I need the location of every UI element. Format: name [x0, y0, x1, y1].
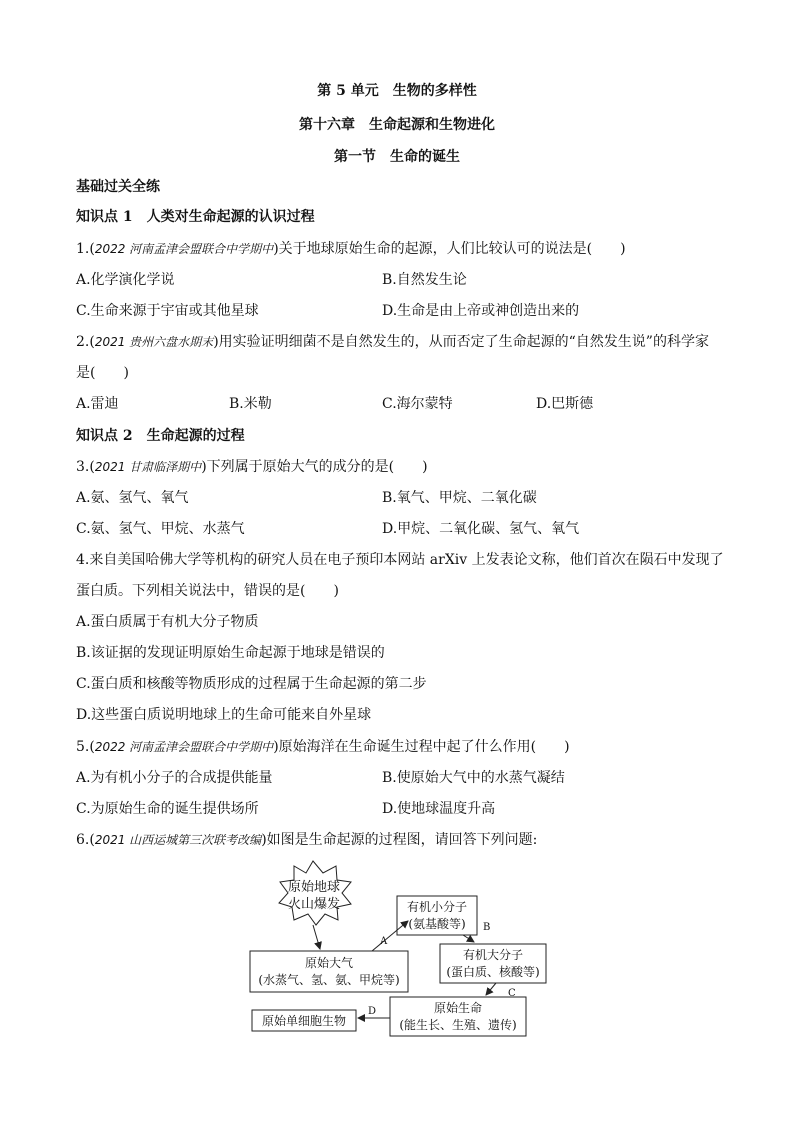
- primitive-life-line2: (能生长、生殖、遗传): [399, 1018, 517, 1032]
- knowledge-point-1: 知识点 1 人类对生命起源的认识过程: [76, 209, 315, 225]
- primitive-life-line1: 原始生命: [433, 1001, 483, 1015]
- arrow-burst-to-atmosphere: [313, 925, 320, 949]
- question-4-continued: 蛋白质。下列相关说法中，错误的是( ): [76, 583, 339, 599]
- q3-option-a[interactable]: A.氨、氢气、氧气: [76, 490, 189, 506]
- large-molecule-line2: (蛋白质、核酸等): [446, 965, 540, 979]
- q1-option-d[interactable]: D.生命是由上帝或神创造出来的: [382, 303, 580, 319]
- q5-option-a[interactable]: A.为有机小分子的合成提供能量: [76, 770, 273, 786]
- q3-option-b[interactable]: B.氧气、甲烷、二氧化碳: [382, 490, 537, 506]
- large-molecule-line1: 有机大分子: [462, 948, 524, 962]
- q3-option-c[interactable]: C.氨、氢气、甲烷、水蒸气: [76, 521, 245, 537]
- arrow-a: [372, 921, 408, 951]
- q1-option-c[interactable]: C.生命来源于宇宙或其他星球: [76, 303, 259, 319]
- question-source: 2021 山西运城第三次联考改编: [94, 833, 262, 847]
- q5-option-c[interactable]: C.为原始生命的诞生提供场所: [76, 801, 259, 817]
- q2-option-c[interactable]: C.海尔蒙特: [382, 396, 453, 412]
- q1-option-a[interactable]: A.化学演化学说: [76, 272, 175, 288]
- q4-option-b[interactable]: B.该证据的发现证明原始生命起源于地球是错误的: [76, 645, 385, 661]
- atmosphere-line1: 原始大气: [304, 956, 354, 970]
- chapter-title: 第十六章 生命起源和生物进化: [299, 117, 495, 133]
- single-cell-label: 原始单细胞生物: [261, 1014, 347, 1028]
- q5-option-d[interactable]: D.使地球温度升高: [382, 801, 496, 817]
- question-source: 2022 河南孟津会盟联合中学期中: [94, 242, 274, 256]
- practice-title: 基础过关全练: [76, 179, 160, 195]
- question-2-continued: 是( ): [76, 365, 129, 381]
- small-molecule-line2: (氨基酸等): [408, 917, 466, 931]
- question-2: 2.(2021 贵州六盘水期末)用实验证明细菌不是自然发生的，从而否定了生命起源的“自然发生说”的科学家: [76, 334, 709, 350]
- arrow-b: [463, 935, 474, 942]
- section-title: 第一节 生命的诞生: [334, 149, 460, 165]
- question-3: 3.(2021 甘肃临泽期中)下列属于原始大气的成分的是( ): [76, 459, 428, 475]
- question-source: 2021 贵州六盘水期末: [94, 335, 214, 349]
- step-label-b: B: [483, 922, 491, 933]
- arrow-c: [486, 983, 496, 995]
- question-source: 2022 河南孟津会盟联合中学期中: [94, 740, 274, 754]
- question-5: 5.(2022 河南孟津会盟联合中学期中)原始海洋在生命诞生过程中起了什么作用( ): [76, 739, 570, 755]
- q2-option-d[interactable]: D.巴斯德: [536, 396, 594, 412]
- q4-option-a[interactable]: A.蛋白质属于有机大分子物质: [76, 614, 259, 630]
- q4-option-d[interactable]: D.这些蛋白质说明地球上的生命可能来自外星球: [76, 707, 372, 723]
- q3-option-d[interactable]: D.甲烷、二氧化碳、氢气、氧气: [382, 521, 580, 537]
- burst-label-line2: 火山爆发: [287, 897, 341, 912]
- step-label-c: C: [508, 988, 516, 999]
- step-label-d: D: [368, 1006, 377, 1017]
- question-1: 1.(2022 河南孟津会盟联合中学期中)关于地球原始生命的起源，人们比较认可的说法是( ): [76, 241, 626, 257]
- atmosphere-line2: (水蒸气、氢、氨、甲烷等): [258, 973, 400, 987]
- knowledge-point-2: 知识点 2 生命起源的过程: [76, 428, 245, 444]
- question-4: 4.来自美国哈佛大学等机构的研究人员在电子预印本网站 arXiv 上发表论文称，他们首次在陨石中发现了: [76, 552, 724, 568]
- small-molecule-line1: 有机小分子: [406, 900, 468, 914]
- burst-label-line1: 原始地球: [287, 880, 341, 895]
- q5-option-b[interactable]: B.使原始大气中的水蒸气凝结: [382, 770, 565, 786]
- q2-option-a[interactable]: A.雷迪: [76, 396, 119, 412]
- step-label-a: A: [380, 936, 388, 947]
- unit-title: 第 5 单元 生物的多样性: [317, 83, 477, 99]
- question-6: 6.(2021 山西运城第三次联考改编)如图是生命起源的过程图，请回答下列问题:: [76, 832, 538, 848]
- q1-option-b[interactable]: B.自然发生论: [382, 272, 467, 288]
- q2-option-b[interactable]: B.米勒: [229, 396, 272, 412]
- q4-option-c[interactable]: C.蛋白质和核酸等物质形成的过程属于生命起源的第二步: [76, 676, 427, 692]
- question-source: 2021 甘肃临泽期中: [94, 460, 202, 474]
